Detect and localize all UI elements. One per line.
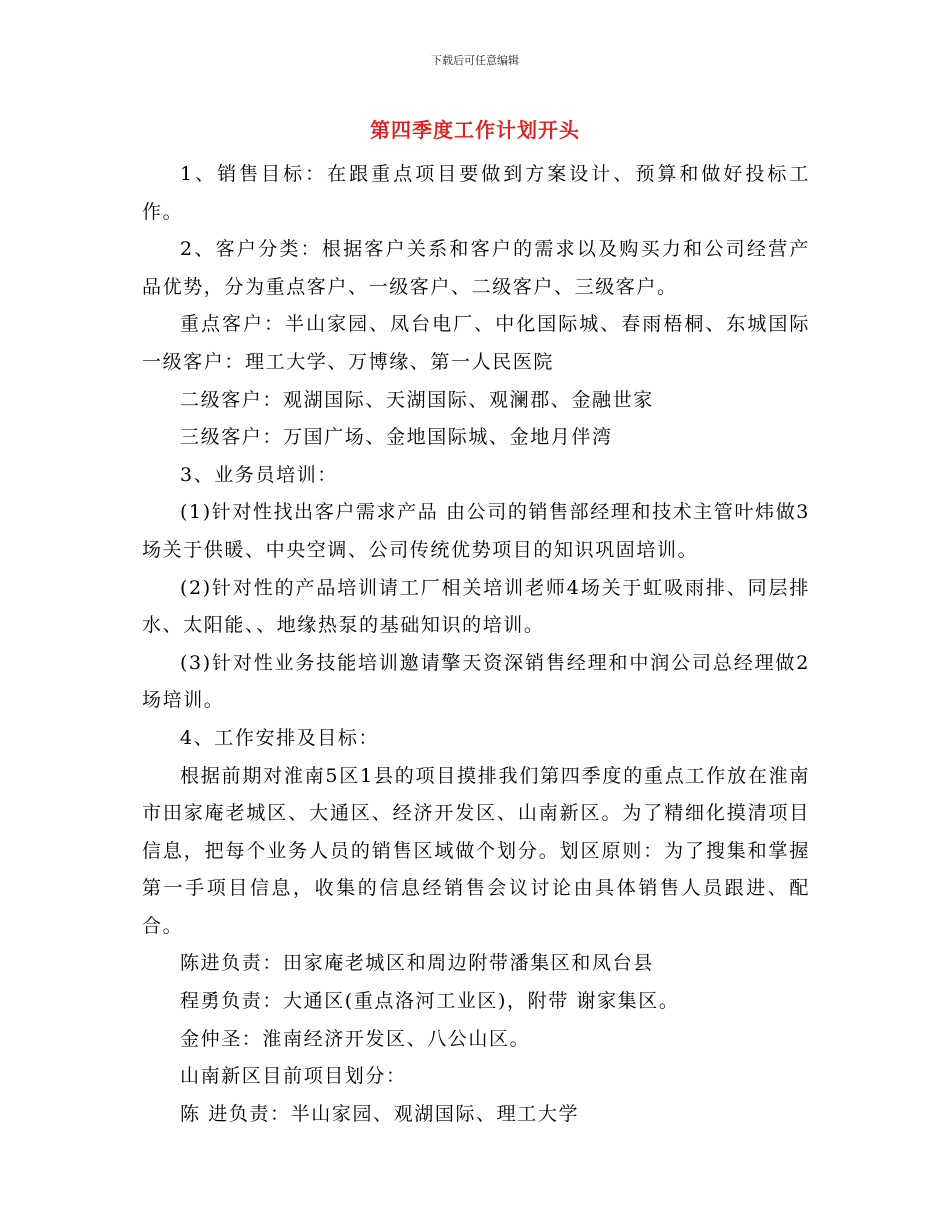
- paragraph-training-heading: 3、业务员培训：: [180, 463, 338, 486]
- paragraph-shannan-heading: 山南新区目前项目划分：: [180, 1065, 407, 1088]
- page-header-note: 下载后可任意编辑: [431, 54, 519, 67]
- paragraph-level3-customers: 三级客户：万国广场、金地国际城、金地月伴湾: [180, 426, 613, 449]
- paragraph-customer-classification: 2、客户分类：根据客户关系和客户的需求以及购买力和公司经营产品优势，分为重点客户、一级客户、二级客户、三级客户。: [142, 238, 810, 298]
- paragraph-training-3: (3)针对性业务技能培训邀请擎天资深销售经理和中润公司总经理做2场培训。: [142, 651, 810, 712]
- paragraph-assignment-cheng: 程勇负责：大通区(重点洛河工业区)，附带 谢家集区。: [180, 990, 680, 1013]
- document-body: [142, 156, 810, 1133]
- paragraph-key-customers: 重点客户：半山家园、凤台电厂、中化国际城、春雨梧桐、东城国际 一级客户：理工大学、万博缘、第一人民医院: [142, 313, 810, 373]
- paragraph-level2-customers: 二级客户：观湖国际、天湖国际、观澜郡、金融世家: [180, 388, 654, 411]
- paragraph-sales-target: 1、销售目标：在跟重点项目要做到方案设计、预算和做好投标工作。: [142, 163, 810, 223]
- document-title: 第四季度工作计划开头: [370, 118, 580, 142]
- paragraph-shannan-chen: 陈 进负责：半山家园、观湖国际、理工大学: [180, 1102, 580, 1125]
- paragraph-training-2: (2)针对性的产品培训请工厂相关培训老师4场关于虹吸雨排、同层排水、太阳能、、地缘热泵的基础知识的培训。: [142, 576, 810, 637]
- paragraph-work-plan-body: 根据前期对淮南5区1县的项目摸排我们第四季度的重点工作放在淮南市田家庵老城区、大通区、经济开发区、山南新区。为了精细化摸清项目信息，把每个业务人员的销售区域做个划分。划区原则：为了搜集和掌握第一手项目信息，收集的信息经销售会议讨论由具体销售人员跟进、配合。: [142, 764, 810, 937]
- paragraph-training-1: (1)针对性找出客户需求产品 由公司的销售部经理和技术主管叶炜做3场关于供暖、中央空调、公司传统优势项目的知识巩固培训。: [142, 501, 810, 561]
- paragraph-assignment-chen: 陈进负责：田家庵老城区和周边附带潘集区和凤台县: [180, 952, 654, 975]
- paragraph-assignment-jin: 金仲圣：淮南经济开发区、八公山区。: [180, 1027, 531, 1050]
- paragraph-work-plan-heading: 4、工作安排及目标：: [180, 726, 380, 749]
